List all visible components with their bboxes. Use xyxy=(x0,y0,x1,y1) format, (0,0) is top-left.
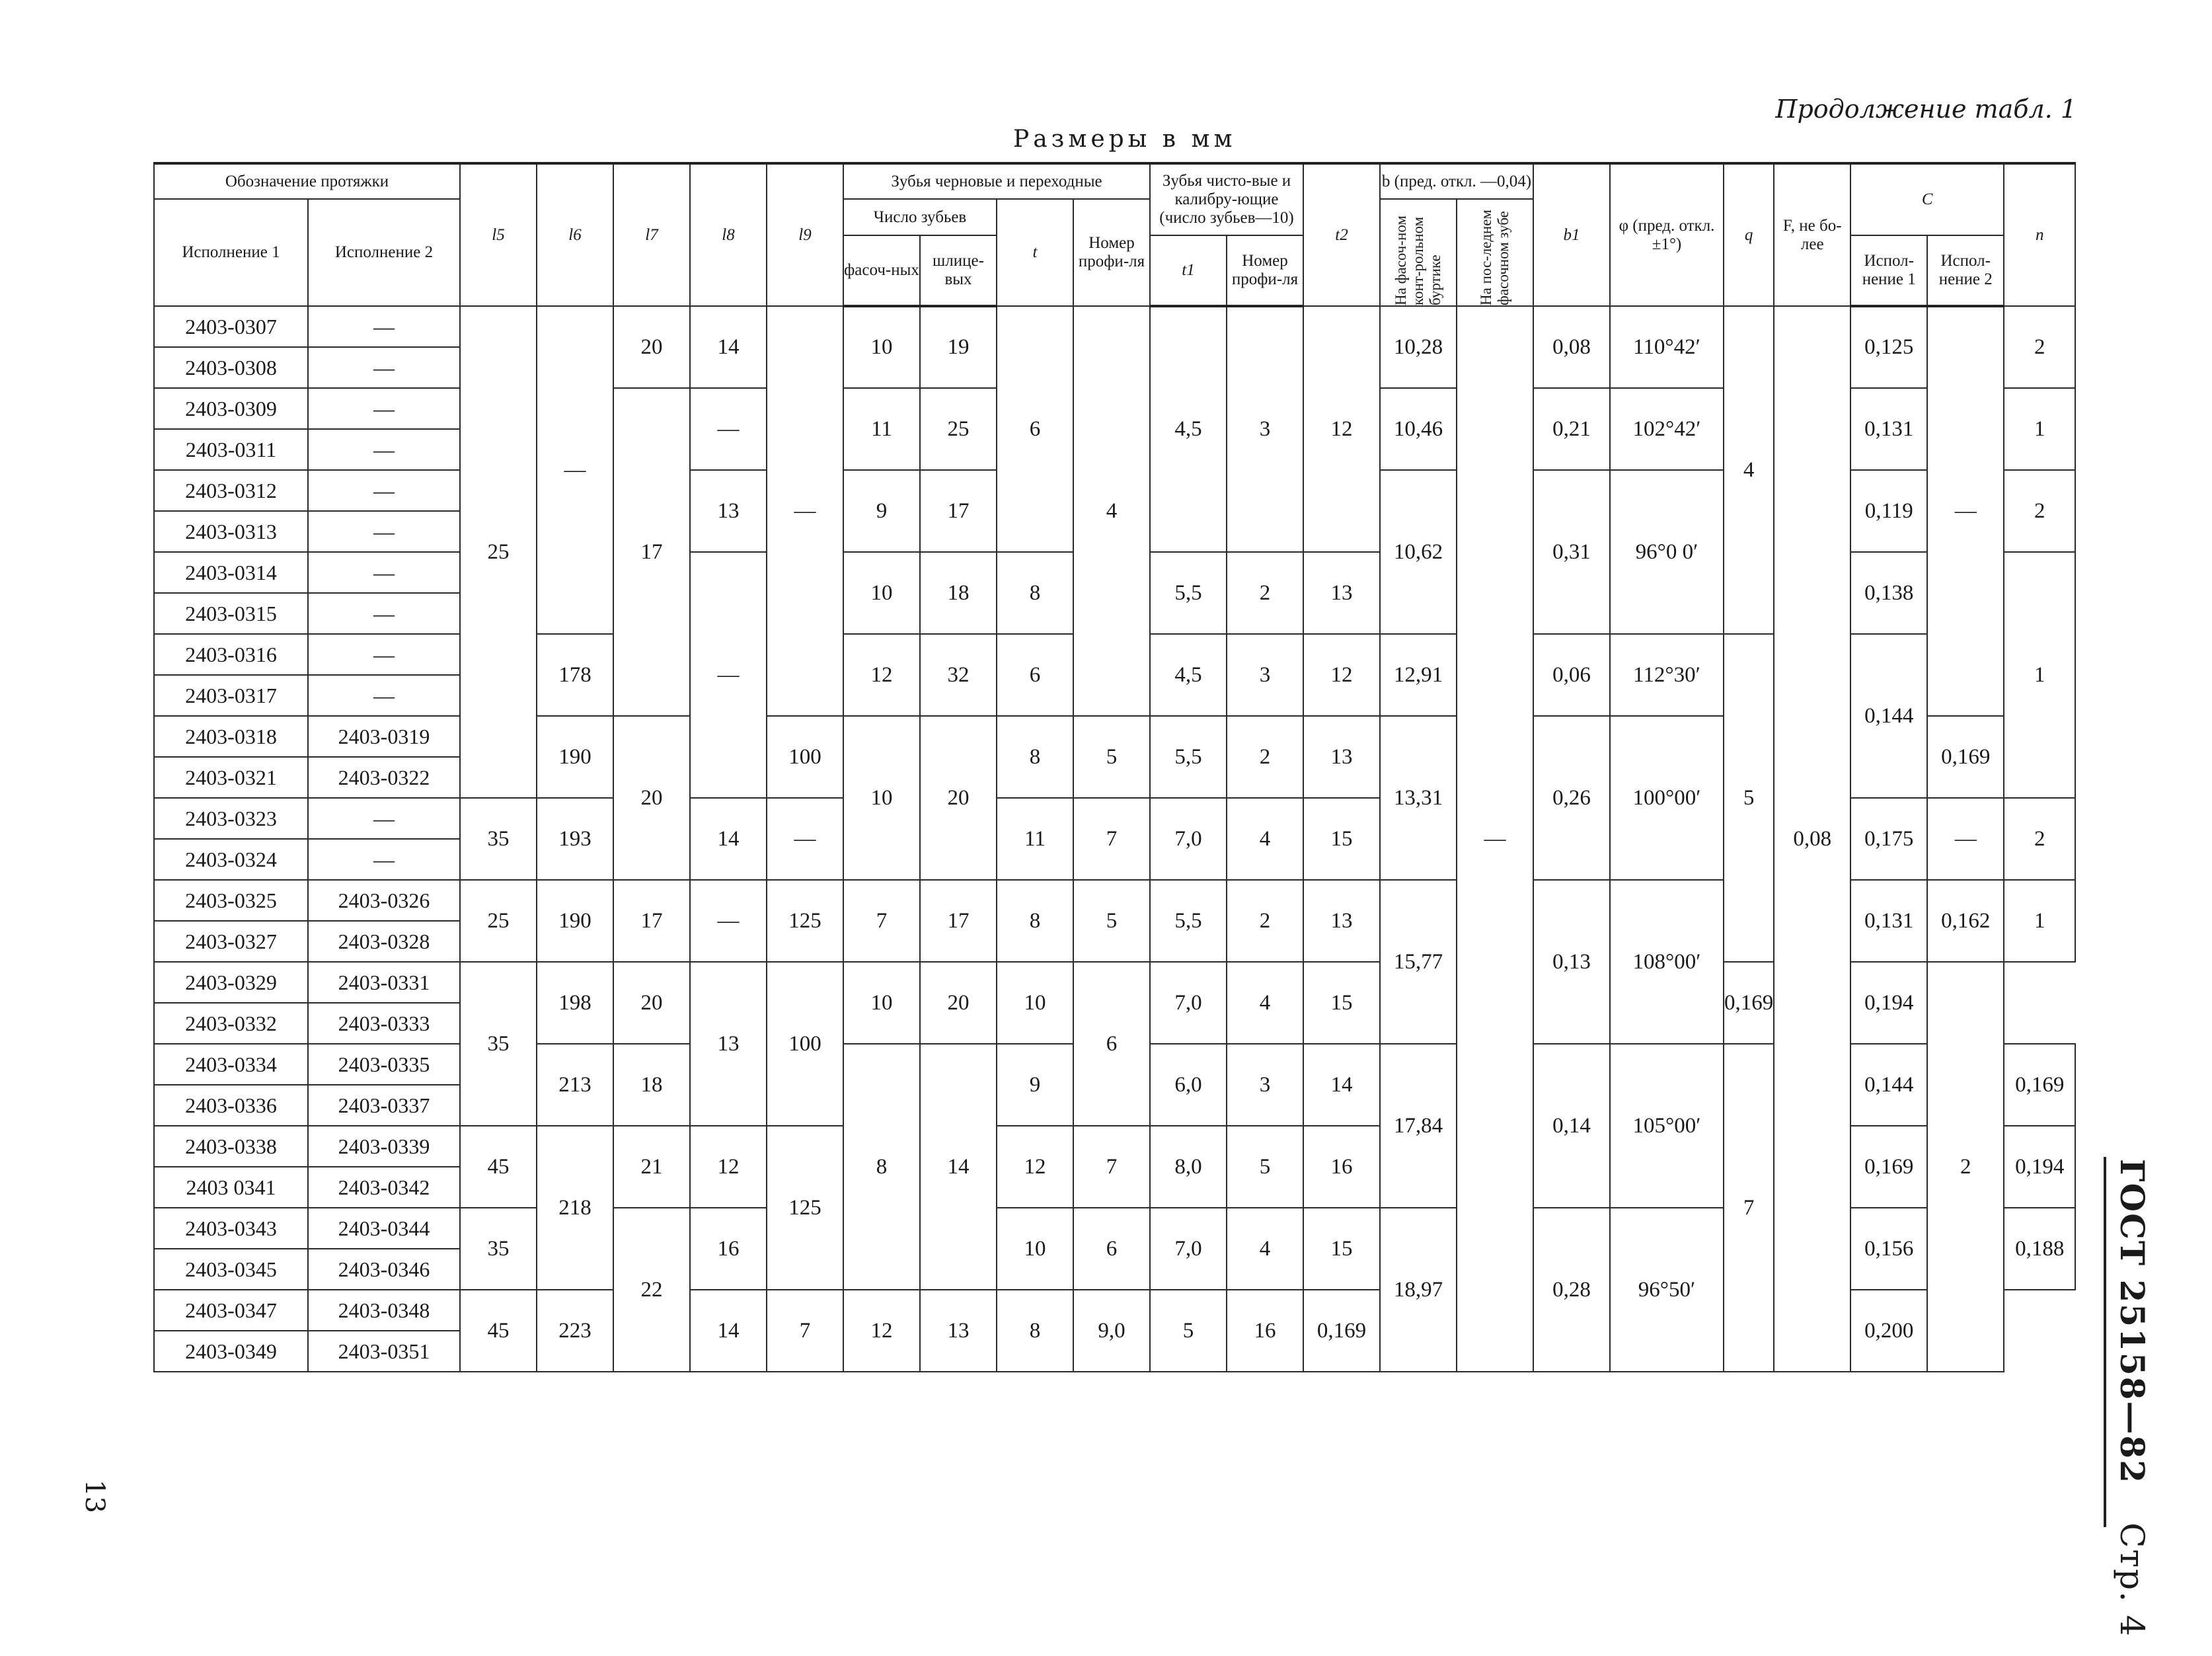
exec1-cell: 2403-0317 xyxy=(154,675,308,716)
exec2-cell: 2403-0346 xyxy=(308,1249,460,1290)
b-ctrl-cell: 18,97 xyxy=(1380,1208,1457,1372)
hdr-l7: l7 xyxy=(613,163,690,306)
t1-cell: 4,5 xyxy=(1150,634,1227,716)
exec1-cell: 2403-0307 xyxy=(154,306,308,347)
chamfer-cell: 10 xyxy=(843,962,920,1044)
l8-cell: 13 xyxy=(690,962,767,1126)
chamfer-cell: 9 xyxy=(843,470,920,552)
hdr-t2: t2 xyxy=(1303,163,1380,306)
hdr-b-ctrl-text: На фасоч-ном конт-рольном буртике xyxy=(1392,216,1443,305)
phi-cell: 102°42′ xyxy=(1610,388,1724,470)
exec2-cell: — xyxy=(308,552,460,593)
hdr-b-last-text: На пос-леднем фасочном зубе xyxy=(1478,210,1511,305)
exec1-cell: 2403-0345 xyxy=(154,1249,308,1290)
exec2-cell: 2403-0335 xyxy=(308,1044,460,1085)
phi-cell: 100°00′ xyxy=(1610,716,1724,880)
profile-cell: 6 xyxy=(1073,1208,1150,1290)
t1-cell: 7,0 xyxy=(1150,962,1227,1044)
exec2-cell: 2403-0339 xyxy=(308,1126,460,1167)
t2-cell: 12 xyxy=(1303,306,1380,552)
F-cell: 0,08 xyxy=(1774,306,1850,1372)
hdr-rough-teeth: Зубья черновые и переходные xyxy=(843,163,1150,199)
exec1-cell: 2403-0311 xyxy=(154,429,308,470)
prof2-cell: 4 xyxy=(1227,1208,1303,1290)
spline-cell: 20 xyxy=(920,962,997,1044)
profile-cell: 4 xyxy=(1073,306,1150,716)
t1-cell: 9,0 xyxy=(1073,1290,1150,1372)
hdr-C2: Испол-нение 2 xyxy=(1927,235,2004,306)
C1-cell: 0,144 xyxy=(1850,634,1927,798)
b1-cell: 0,14 xyxy=(1533,1044,1610,1208)
exec1-cell: 2403-0315 xyxy=(154,593,308,634)
t2-cell: 13 xyxy=(1303,552,1380,634)
l7-cell: 20 xyxy=(613,962,690,1044)
l8-cell: 16 xyxy=(690,1208,767,1290)
l9-cell: 100 xyxy=(767,962,843,1126)
spline-cell: 25 xyxy=(920,388,997,470)
units-title: Размеры в мм xyxy=(1013,126,1237,153)
l8-cell: 14 xyxy=(690,798,767,880)
l9-cell: 125 xyxy=(767,1126,843,1290)
profile-cell: 5 xyxy=(1073,716,1150,798)
t2-cell: 14 xyxy=(1303,1044,1380,1126)
t-cell: 8 xyxy=(997,880,1073,962)
l8-cell: — xyxy=(690,388,767,470)
n-cell: 1 xyxy=(2004,552,2075,798)
l6-cell: 213 xyxy=(537,1044,613,1126)
spline-cell: 18 xyxy=(920,552,997,634)
exec2-cell: — xyxy=(308,429,460,470)
q-cell: 4 xyxy=(1724,306,1774,634)
exec2-cell: 2403-0344 xyxy=(308,1208,460,1249)
b-ctrl-cell: 15,77 xyxy=(1380,880,1457,1044)
exec2-cell: 2403-0326 xyxy=(308,880,460,921)
chamfer-cell: 7 xyxy=(767,1290,843,1372)
b1-cell: 0,08 xyxy=(1533,306,1610,388)
hdr-teeth-count: Число зубьев xyxy=(843,199,997,235)
standard-code: ГОСТ 25158—82 xyxy=(2113,1159,2152,1485)
l6-cell: 190 xyxy=(537,716,613,798)
l6-cell: — xyxy=(537,306,613,634)
chamfer-cell: 8 xyxy=(843,1044,920,1290)
b-ctrl-cell: 12,91 xyxy=(1380,634,1457,716)
l8-cell: 12 xyxy=(690,1126,767,1208)
t-cell: 6 xyxy=(997,306,1073,552)
exec1-cell: 2403-0334 xyxy=(154,1044,308,1085)
hdr-b-last xyxy=(1457,199,1533,306)
exec2-cell: — xyxy=(308,470,460,511)
t1-cell: 5,5 xyxy=(1150,552,1227,634)
hdr-F: F, не бо-лее xyxy=(1774,163,1850,306)
chamfer-cell: 10 xyxy=(843,306,920,388)
t1-cell: 8,0 xyxy=(1150,1126,1227,1208)
hdr-l9: l9 xyxy=(767,163,843,306)
l6-cell: 218 xyxy=(537,1126,613,1290)
C2-cell: 0,188 xyxy=(2004,1208,2075,1290)
chamfer-cell: 12 xyxy=(843,634,920,716)
exec1-cell: 2403-0312 xyxy=(154,470,308,511)
phi-cell: 105°00′ xyxy=(1610,1044,1724,1208)
spline-cell: 14 xyxy=(920,1044,997,1290)
prof2-cell: 5 xyxy=(1150,1290,1227,1372)
hdr-phi: φ (пред. откл. ±1°) xyxy=(1610,163,1724,306)
exec2-cell: — xyxy=(308,798,460,839)
C2-cell: 0,169 xyxy=(1927,716,2004,798)
exec1-cell: 2403-0318 xyxy=(154,716,308,757)
l7-cell: 17 xyxy=(613,388,690,716)
profile-cell: 7 xyxy=(1073,798,1150,880)
l7-cell: 21 xyxy=(613,1126,690,1208)
exec1-cell: 2403-0309 xyxy=(154,388,308,429)
prof2-cell: 2 xyxy=(1227,716,1303,798)
l5-cell: 35 xyxy=(460,798,537,880)
b1-cell: 0,26 xyxy=(1533,716,1610,880)
spline-cell: 12 xyxy=(843,1290,920,1372)
spline-cell: 32 xyxy=(920,634,997,716)
l5-cell: 45 xyxy=(460,1126,537,1208)
exec1-cell: 2403-0349 xyxy=(154,1331,308,1372)
hdr-profile: Номер профи-ля xyxy=(1073,199,1150,306)
phi-cell: 110°42′ xyxy=(1610,306,1724,388)
hdr-profile2: Номер профи-ля xyxy=(1227,235,1303,306)
n-cell: 2 xyxy=(2004,306,2075,388)
b1-cell: 0,31 xyxy=(1533,470,1610,634)
exec1-cell: 2403 0341 xyxy=(154,1167,308,1208)
prof2-cell: 3 xyxy=(1227,306,1303,552)
t2-cell: 15 xyxy=(1303,962,1380,1044)
hdr-finish-teeth: Зубья чисто-вые и калибру-ющие (число зубьев—10) xyxy=(1150,163,1303,235)
profile-cell: 6 xyxy=(1073,962,1150,1126)
C2-cell: 0,162 xyxy=(1927,880,2004,962)
C1-cell: 0,131 xyxy=(1850,388,1927,470)
exec1-cell: 2403-0308 xyxy=(154,347,308,388)
exec1-cell: 2403-0327 xyxy=(154,921,308,962)
C1-cell: 0,144 xyxy=(1850,1044,1927,1126)
exec1-cell: 2403-0336 xyxy=(154,1085,308,1126)
t-cell: 8 xyxy=(997,716,1073,798)
prof2-cell: 3 xyxy=(1227,634,1303,716)
t-cell: 11 xyxy=(997,798,1073,880)
b1-cell: 0,28 xyxy=(1533,1208,1610,1372)
chamfer-cell: 10 xyxy=(843,716,920,880)
hdr-b1: b1 xyxy=(1533,163,1610,306)
b-ctrl-cell: 10,62 xyxy=(1380,470,1457,634)
C2-cell: 0,194 xyxy=(2004,1126,2075,1208)
hdr-l8: l8 xyxy=(690,163,767,306)
exec1-cell: 2403-0313 xyxy=(154,511,308,552)
t1-cell: 4,5 xyxy=(1150,306,1227,552)
t1-cell: 5,5 xyxy=(1150,880,1227,962)
b1-cell: 0,21 xyxy=(1533,388,1610,470)
t1-cell: 5,5 xyxy=(1150,716,1227,798)
continuation-note: Продолжение табл. 1 xyxy=(1775,95,2077,124)
l9-cell: 100 xyxy=(767,716,843,798)
spline-cell: 17 xyxy=(920,880,997,962)
standard-side-label xyxy=(2113,1159,2152,1637)
exec1-cell: 2403-0347 xyxy=(154,1290,308,1331)
t2-cell: 15 xyxy=(1303,798,1380,880)
l9-cell: — xyxy=(767,306,843,716)
C1-cell: 0,131 xyxy=(1850,880,1927,962)
exec1-cell: 2403-0323 xyxy=(154,798,308,839)
spline-cell: 17 xyxy=(920,470,997,552)
l8-cell: 14 xyxy=(690,306,767,388)
l7-cell: 22 xyxy=(613,1208,690,1372)
hdr-t1: t1 xyxy=(1150,235,1227,306)
t-cell: 8 xyxy=(997,552,1073,634)
C1-cell: 0,125 xyxy=(1850,306,1927,388)
exec2-cell: 2403-0342 xyxy=(308,1167,460,1208)
hdr-exec2: Исполнение 2 xyxy=(308,199,460,306)
hdr-n: n xyxy=(2004,163,2075,306)
n-cell: 1 xyxy=(2004,388,2075,470)
prof2-cell: 3 xyxy=(1227,1044,1303,1126)
l6-cell: 193 xyxy=(537,798,613,880)
C2-cell: — xyxy=(1927,306,2004,716)
C1-cell: 0,156 xyxy=(1850,1208,1927,1290)
hdr-b-ctrl xyxy=(1380,199,1457,306)
phi-cell: 112°30′ xyxy=(1610,634,1724,716)
l7-cell: 17 xyxy=(613,880,690,962)
n-cell: 2 xyxy=(2004,470,2075,552)
hdr-q: q xyxy=(1724,163,1774,306)
exec2-cell: 2403-0319 xyxy=(308,716,460,757)
l6-cell: 178 xyxy=(537,634,613,716)
t2-cell: 13 xyxy=(1303,716,1380,798)
l6-cell: 198 xyxy=(537,962,613,1044)
exec2-cell: — xyxy=(308,306,460,347)
t2-cell: 16 xyxy=(1227,1290,1303,1372)
l7-cell: 20 xyxy=(613,716,690,880)
profile-cell: 7 xyxy=(1073,1126,1150,1208)
l9-cell: — xyxy=(767,798,843,880)
C1-cell: 0,169 xyxy=(1724,962,1774,1044)
t2-cell: 15 xyxy=(1303,1208,1380,1290)
hdr-designation: Обозначение протяжки xyxy=(154,163,460,199)
t-cell: 10 xyxy=(997,1208,1073,1290)
hdr-chamfer: фасоч-ных xyxy=(843,235,920,306)
hdr-exec1: Исполнение 1 xyxy=(154,199,308,306)
t-cell: 6 xyxy=(997,634,1073,716)
t1-cell: 6,0 xyxy=(1150,1044,1227,1126)
l6-cell: 223 xyxy=(537,1290,613,1372)
C2-cell: 0,194 xyxy=(1850,962,1927,1044)
phi-cell: 108°00′ xyxy=(1610,880,1724,1044)
l5-cell: 35 xyxy=(460,962,537,1126)
exec2-cell: 2403-0331 xyxy=(308,962,460,1003)
C1-cell: 0,175 xyxy=(1850,798,1927,880)
t2-cell: 16 xyxy=(1303,1126,1380,1208)
l9-cell: 125 xyxy=(767,880,843,962)
b-ctrl-cell: 10,28 xyxy=(1380,306,1457,388)
exec2-cell: — xyxy=(308,511,460,552)
exec2-cell: — xyxy=(308,388,460,429)
exec1-cell: 2403-0316 xyxy=(154,634,308,675)
hdr-spline: шлице-вых xyxy=(920,235,997,306)
l5-cell: 25 xyxy=(460,306,537,798)
b-ctrl-cell: 13,31 xyxy=(1380,716,1457,880)
hdr-C1: Испол-нение 1 xyxy=(1850,235,1927,306)
exec2-cell: 2403-0322 xyxy=(308,757,460,798)
t-cell: 9 xyxy=(997,1044,1073,1126)
chamfer-cell: 10 xyxy=(843,552,920,634)
C1-cell: 0,169 xyxy=(1303,1290,1380,1372)
l8-cell: — xyxy=(690,552,767,798)
C1-cell: 0,169 xyxy=(1850,1126,1927,1208)
q-cell: 7 xyxy=(1724,1044,1774,1372)
t2-cell: 12 xyxy=(1303,634,1380,716)
prof2-cell: 2 xyxy=(1227,880,1303,962)
exec1-cell: 2403-0343 xyxy=(154,1208,308,1249)
t1-cell: 7,0 xyxy=(1150,1208,1227,1290)
hdr-l6: l6 xyxy=(537,163,613,306)
chamfer-cell: 11 xyxy=(843,388,920,470)
l7-cell: 20 xyxy=(613,306,690,388)
b-ctrl-cell: 10,46 xyxy=(1380,388,1457,470)
profile-cell: 8 xyxy=(997,1290,1073,1372)
exec1-cell: 2403-0314 xyxy=(154,552,308,593)
profile-cell: 5 xyxy=(1073,880,1150,962)
l5-cell: 35 xyxy=(460,1208,537,1290)
hdr-t: t xyxy=(997,199,1073,306)
hdr-C: C xyxy=(1850,163,2004,235)
l5-cell: 25 xyxy=(460,880,537,962)
exec2-cell: 2403-0328 xyxy=(308,921,460,962)
exec1-cell: 2403-0325 xyxy=(154,880,308,921)
exec2-cell: 2403-0333 xyxy=(308,1003,460,1044)
spline-cell: 20 xyxy=(920,716,997,880)
spline-cell: 19 xyxy=(920,306,997,388)
C1-cell: 0,138 xyxy=(1850,552,1927,634)
b1-cell: 0,13 xyxy=(1533,880,1610,1044)
n-cell: 1 xyxy=(2004,880,2075,962)
exec2-cell: 2403-0351 xyxy=(308,1331,460,1372)
C1-cell: 0,119 xyxy=(1850,470,1927,552)
exec2-cell: 2403-0348 xyxy=(308,1290,460,1331)
prof2-cell: 4 xyxy=(1227,962,1303,1044)
prof2-cell: 5 xyxy=(1227,1126,1303,1208)
exec1-cell: 2403-0324 xyxy=(154,839,308,880)
b-last-cell: — xyxy=(1457,306,1533,1372)
dimension-table xyxy=(153,162,2076,1372)
C2-cell: — xyxy=(1927,798,2004,880)
page-number: 13 xyxy=(79,1479,110,1513)
side-rule xyxy=(2104,1157,2106,1527)
standard-page: Стр. 4 xyxy=(2113,1522,2151,1637)
q-cell: 5 xyxy=(1724,634,1774,962)
hdr-b: b (пред. откл. —0,04) xyxy=(1380,163,1533,199)
t-cell: 10 xyxy=(997,962,1073,1044)
prof2-cell: 2 xyxy=(1227,552,1303,634)
C2-cell: 0,169 xyxy=(2004,1044,2075,1126)
exec2-cell: — xyxy=(308,839,460,880)
b1-cell: 0,06 xyxy=(1533,634,1610,716)
l6-cell: 190 xyxy=(537,880,613,962)
prof2-cell: 4 xyxy=(1227,798,1303,880)
exec1-cell: 2403-0338 xyxy=(154,1126,308,1167)
b-ctrl-cell: 17,84 xyxy=(1380,1044,1457,1208)
chamfer-cell: 7 xyxy=(843,880,920,962)
phi-cell: 96°50′ xyxy=(1610,1208,1724,1372)
t1-cell: 7,0 xyxy=(1150,798,1227,880)
exec2-cell: — xyxy=(308,675,460,716)
l8-cell: 14 xyxy=(690,1290,767,1372)
exec2-cell: — xyxy=(308,347,460,388)
exec1-cell: 2403-0332 xyxy=(154,1003,308,1044)
t2-cell: 13 xyxy=(1303,880,1380,962)
n-cell: 2 xyxy=(1927,962,2004,1372)
l7-cell: 18 xyxy=(613,1044,690,1126)
hdr-l5: l5 xyxy=(460,163,537,306)
exec2-cell: — xyxy=(308,593,460,634)
l5-cell: 45 xyxy=(460,1290,537,1372)
exec1-cell: 2403-0329 xyxy=(154,962,308,1003)
l8-cell: — xyxy=(690,880,767,962)
C2-cell: 0,200 xyxy=(1850,1290,1927,1372)
n-cell: 2 xyxy=(2004,798,2075,880)
t-cell: 13 xyxy=(920,1290,997,1372)
t-cell: 12 xyxy=(997,1126,1073,1208)
exec2-cell: — xyxy=(308,634,460,675)
phi-cell: 96°0 0′ xyxy=(1610,470,1724,634)
l8-cell: 13 xyxy=(690,470,767,552)
exec1-cell: 2403-0321 xyxy=(154,757,308,798)
exec2-cell: 2403-0337 xyxy=(308,1085,460,1126)
